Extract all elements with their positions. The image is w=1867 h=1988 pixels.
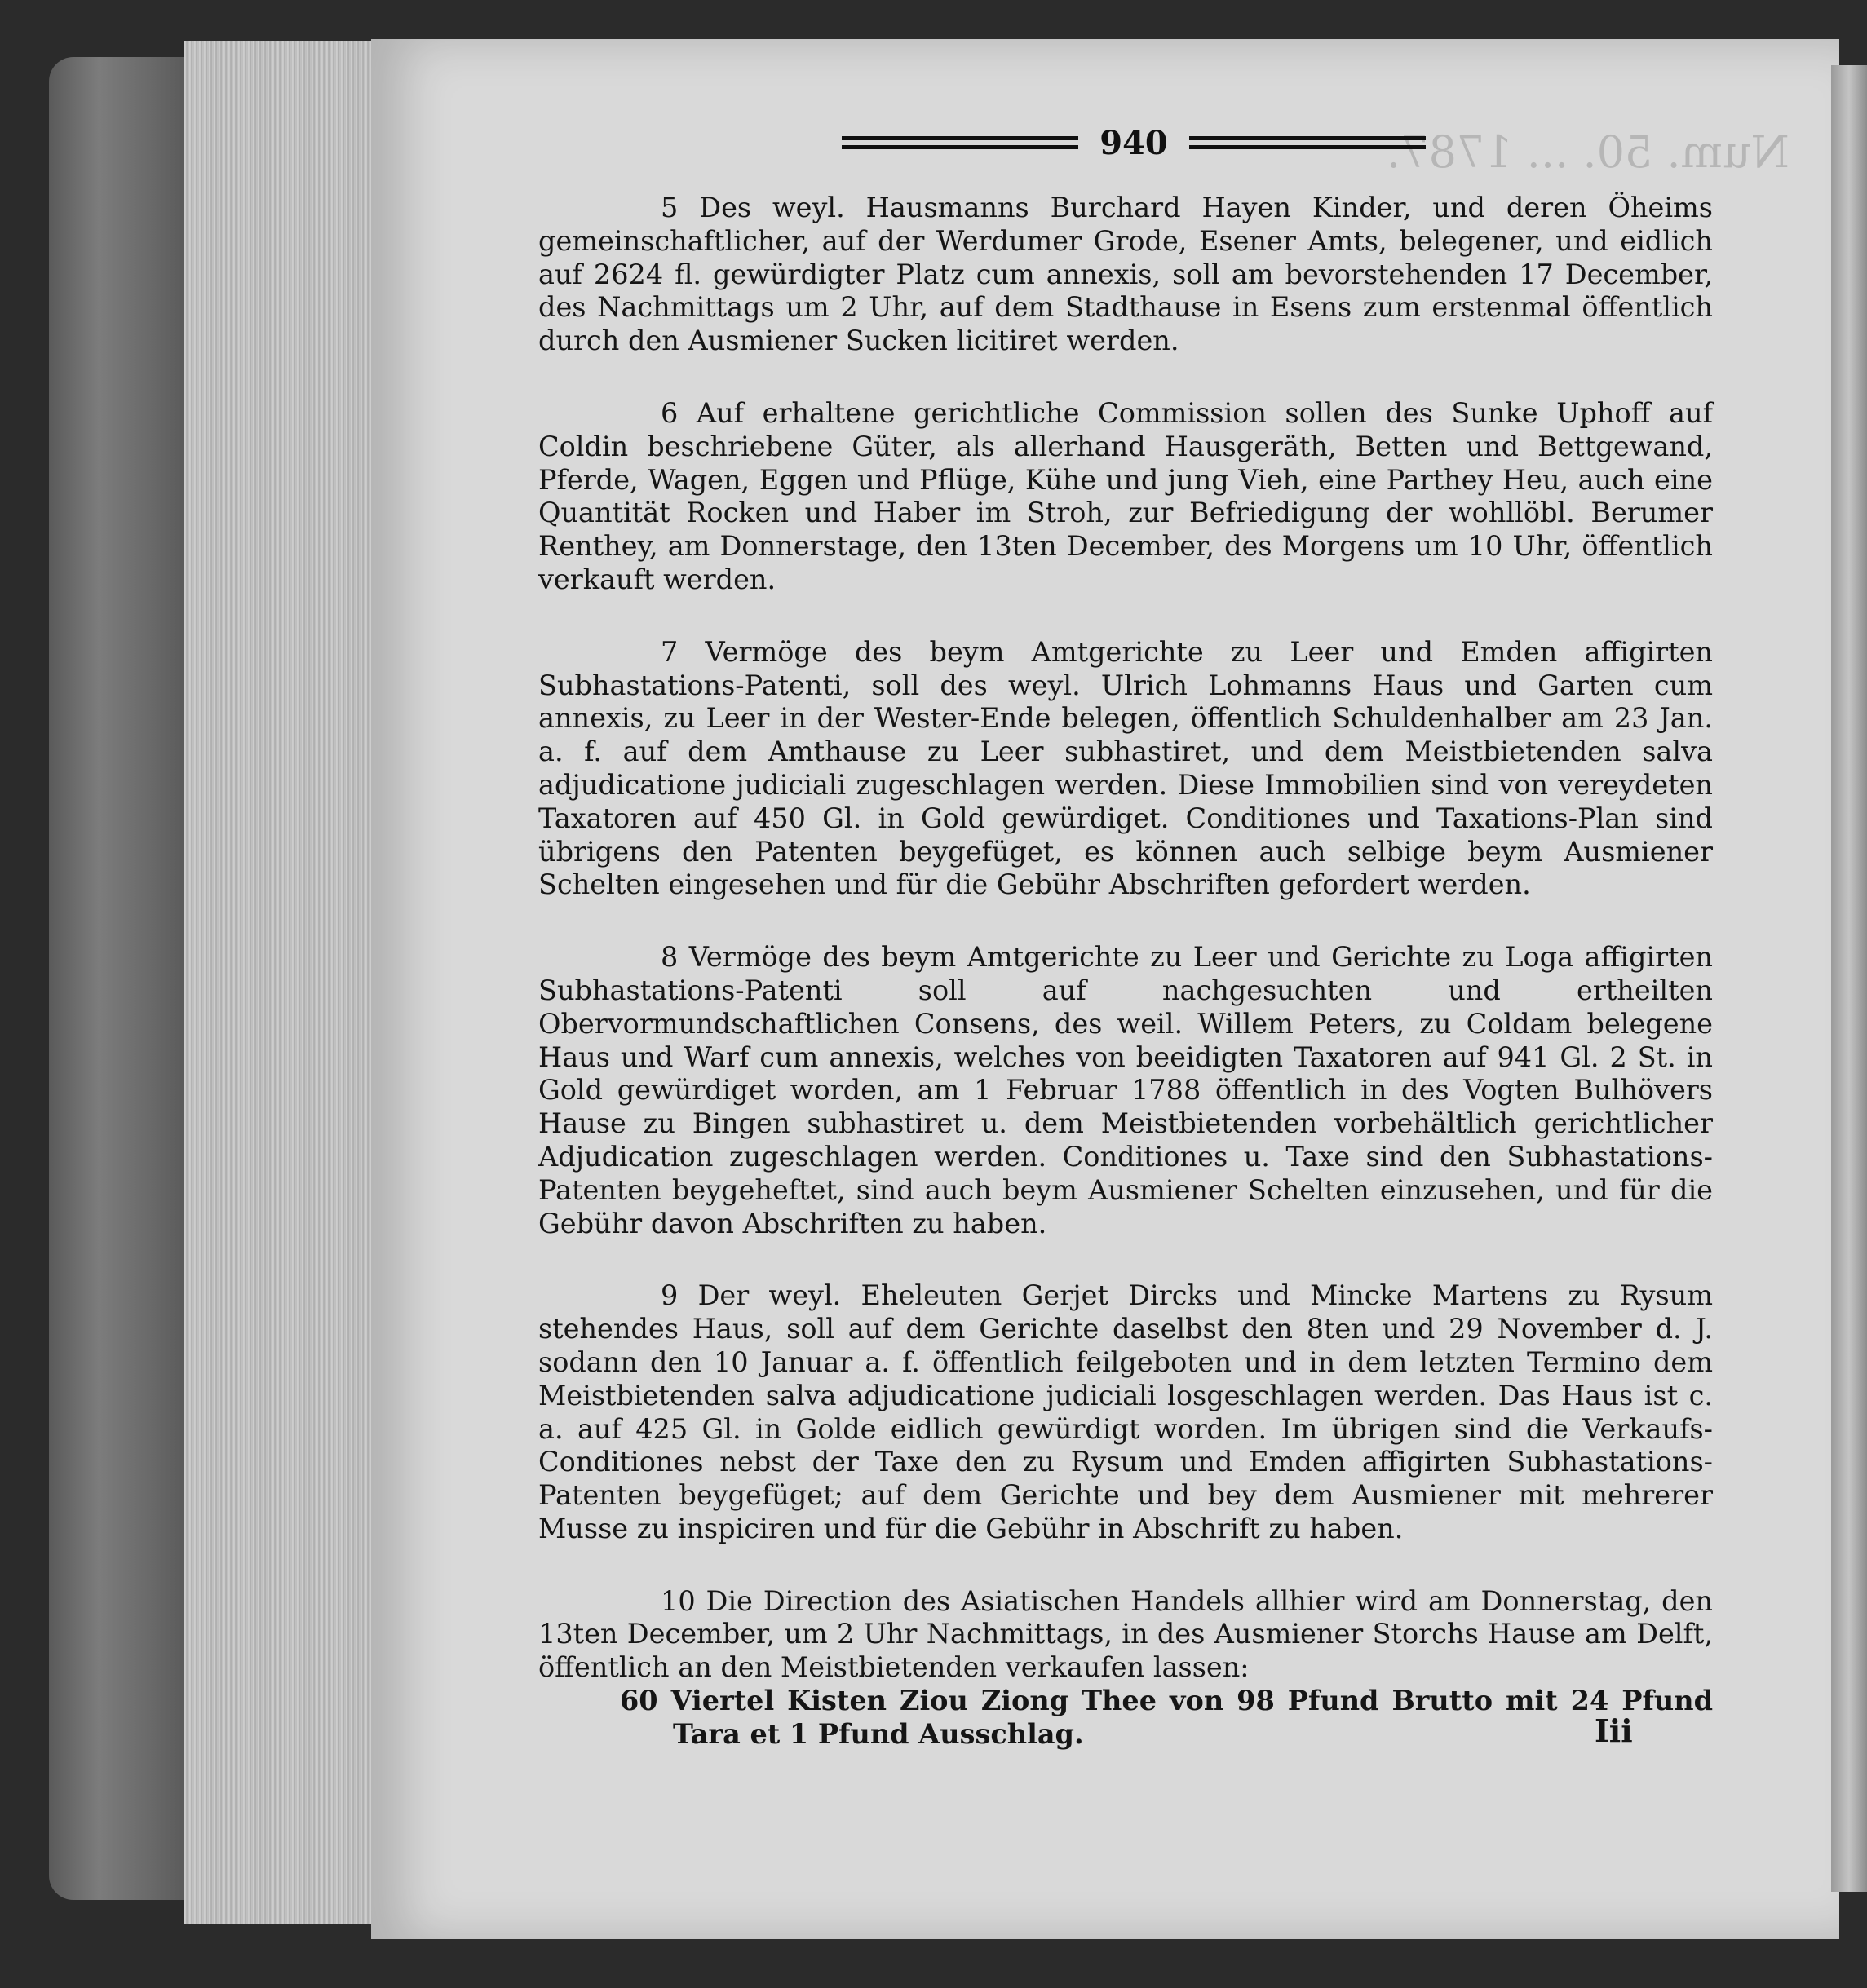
paragraph-5: 5 Des weyl. Hausmanns Burchard Hayen Kinder, und deren Öheims gemeinschaftlicher, auf der Werdumer Grode, Esener Amts, belegener, und eidlich auf 2624 fl. gewürdigter Platz cum annexis, soll am bevorstehenden 17 December, des Nachmittags um 2 Uhr, auf dem Stadthause in Esens zum erstenmal öffentlich durch den Ausmiener Sucken licitiret werden. [538, 192, 1713, 357]
body-text [538, 192, 1713, 1752]
header-rule-right [1189, 136, 1426, 149]
page-edges [184, 41, 379, 1924]
paragraph-6: 6 Auf erhaltene gerichtliche Commission sollen des Sunke Uphoff auf Coldin beschriebene Güter, als allerhand Hausgeräth, Betten und Bettgewand, Pferde, Wagen, Eggen und Pflüge, Kühe und jung Vieh, eine Parthey Heu, auch eine Quantität Rocken und Haber im Stroh, zur Befriedigung der wohllöbl. Berumer Renthey, am Donnerstage, den 13ten December, des Morgens um 10 Uhr, öffentlich verkauft werden. [538, 396, 1713, 595]
paragraph-10: 10 Die Direction des Asiatischen Handels allhier wird am Donnerstag, den 13ten December, um 2 Uhr Nachmittags, in des Ausmiener Storchs Hause am Delft, öffentlich an den Meistbietenden verkaufen lassen: [538, 1584, 1713, 1684]
list-item: 60 Viertel Kisten Ziou Ziong Thee von 98 Pfund Brutto mit 24 Pfund Tara et 1 Pfund Ausschlag. [620, 1685, 1713, 1750]
page-number: 940 [1099, 123, 1168, 162]
paragraph-7: 7 Vermöge des beym Amtgerichte zu Leer und Emden affigirten Subhastations-Patenti, soll des weyl. Ulrich Lohmanns Haus und Garten cum annexis, zu Leer in der Wester-Ende belegen, öffentlich Schuldenhalber am 23 Jan. a. f. auf dem Amthause zu Leer subhastiret, und dem Meistbietenden salva adjudicatione judiciali zugeschlagen werden. Diese Immobilien sind von vereydeten Taxatoren auf 450 Gl. in Gold gewürdiget. Conditiones und Taxations-Plan sind übrigens den Patenten beygefüget, es können auch selbige beym Ausmiener Schelten eingesehen und für die Gebühr Abschriften gefordert werden. [538, 635, 1713, 901]
facing-page-edge [1831, 65, 1867, 1892]
bleed-through-text: Num. 50. ... 1787. [1387, 126, 1790, 178]
header-rule-left [842, 136, 1078, 149]
paragraph-9: 9 Der weyl. Eheleuten Gerjet Dircks und Mincke Martens zu Rysum stehendes Haus, soll auf dem Gerichte daselbst den 8ten und 29 November d. J. sodann den 10 Januar a. f. öffentlich feilgeboten und in dem letzten Termino dem Meistbietenden salva adjudicatione judiciali losgeschlagen werden. Das Haus ist c. a. auf 425 Gl. in Golde eidlich gewürdigt worden. Im übrigen sind die Verkaufs-Conditiones nebst der Taxe den zu Rysum und Emden affigirten Subhastations-Patenten beygefüget; auf dem Gerichte und bey dem Ausmiener mit mehrerer Musse zu inspiciren und für die Gebühr in Abschrift zu haben. [538, 1279, 1713, 1544]
page-header [824, 118, 1444, 167]
paragraph-8: 8 Vermöge des beym Amtgerichte zu Leer und Gerichte zu Loga affigirten Subhastations-Patenti soll auf nachgesuchten und ertheilten Obervormundschaftlichen Consens, des weil. Willem Peters, zu Coldam belegene Haus und Warf cum annexis, welches von beeidigten Taxatoren auf 941 Gl. 2 St. in Gold gewürdiget worden, am 1 Februar 1788 öffentlich in des Vogten Bulhövers Hause zu Bingen subhastiret u. dem Meistbietenden vorbehältlich gerichtlicher Adjudication zugeschlagen werden. Conditiones u. Taxe sind den Subhastations-Patenten beygeheftet, sind auch beym Ausmiener Schelten einzusehen, und für die Gebühr davon Abschriften zu haben. [538, 941, 1713, 1239]
signature-mark: Iii [1595, 1712, 1633, 1749]
book-cover-spine [49, 57, 192, 1900]
